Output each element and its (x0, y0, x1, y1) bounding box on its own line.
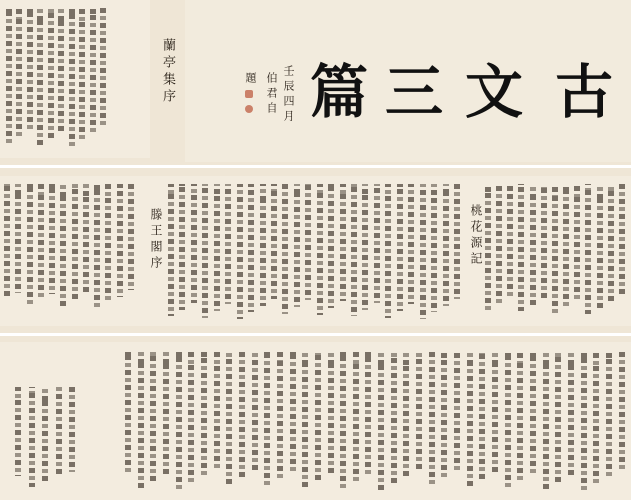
seal (245, 105, 253, 113)
calligraphy-column (606, 352, 612, 478)
scroll-bottom (0, 336, 631, 500)
calligraphy-column (264, 352, 270, 488)
label-taohua: 桃花源記 (469, 204, 483, 268)
calligraphy-column (79, 8, 85, 141)
calligraphy-column (568, 352, 574, 477)
calligraphy-column (485, 184, 491, 310)
calligraphy-column (530, 184, 536, 305)
calligraphy-column (226, 352, 232, 486)
calligraphy-column (15, 184, 21, 293)
calligraphy-column (340, 352, 346, 491)
calligraphy-column (555, 352, 561, 484)
calligraphy-column (94, 184, 100, 309)
calligraphy-column (225, 184, 231, 304)
label-lanting: 蘭亭集序 (160, 38, 175, 106)
calligraphy-column (328, 184, 334, 308)
calligraphy-column (191, 184, 197, 303)
calligraphy-column (479, 352, 485, 481)
calligraphy-column (16, 8, 22, 138)
inscription-author: 伯君自 (265, 72, 278, 117)
inscription-ti: 題 (244, 72, 257, 87)
calligraphy-column (125, 352, 131, 475)
calligraphy-column (239, 352, 245, 479)
calligraphy-column (90, 8, 96, 134)
calligraphy-column (619, 184, 625, 295)
calligraphy-column (201, 352, 207, 478)
calligraphy-column (4, 184, 10, 299)
calligraphy-columns (6, 8, 106, 148)
calligraphy-column (29, 387, 35, 487)
calligraphy-column (365, 352, 371, 477)
calligraphy-column (42, 387, 48, 482)
calligraphy-column (117, 184, 123, 297)
title-char: 文 (465, 58, 524, 126)
calligraphy-column (408, 184, 414, 304)
inscription-date: 壬辰四月 (282, 65, 295, 125)
calligraphy-column (416, 352, 422, 471)
lanting-text-panel (0, 0, 150, 158)
calligraphy-column (505, 352, 511, 489)
label-tengwang: 滕王閣序 (149, 208, 163, 272)
calligraphy-column (608, 184, 614, 301)
calligraphy-column (6, 8, 12, 145)
seal (245, 90, 253, 98)
calligraphy-column (441, 352, 447, 479)
calligraphy-column (581, 352, 587, 492)
calligraphy-columns (15, 387, 75, 487)
calligraphy-column (530, 352, 536, 475)
calligraphy-columns (168, 184, 460, 319)
calligraphy-column (290, 352, 296, 474)
calligraphy-column (252, 352, 258, 472)
calligraphy-column (237, 184, 243, 319)
calligraphy-column (543, 352, 549, 491)
calligraphy-column (574, 184, 580, 300)
calligraphy-column (420, 184, 426, 319)
calligraphy-column (260, 184, 266, 306)
calligraphy-column (282, 184, 288, 314)
calligraphy-column (454, 184, 460, 299)
calligraphy-column (374, 184, 380, 303)
title-char: 古 (555, 58, 614, 126)
calligraphy-column (179, 184, 185, 310)
calligraphy-column (362, 184, 368, 310)
calligraphy-column (128, 184, 134, 290)
calligraphy-column (150, 352, 156, 484)
calligraphy-column (619, 352, 625, 471)
calligraphy-column (585, 184, 591, 314)
calligraphy-column (403, 352, 409, 478)
calligraphy-column (294, 184, 300, 307)
calligraphy-column (431, 184, 437, 312)
calligraphy-column (467, 352, 473, 488)
calligraphy-column (214, 352, 220, 471)
calligraphy-column (214, 184, 220, 311)
calligraphy-column (48, 8, 54, 140)
calligraphy-column (277, 352, 283, 481)
calligraphy-column (27, 184, 33, 307)
calligraphy-column (69, 8, 75, 148)
calligraphy-columns (485, 184, 625, 314)
calligraphy-column (353, 352, 359, 484)
calligraphy-column (305, 184, 311, 300)
title-char: 三 (385, 58, 444, 126)
calligraphy-column (340, 184, 346, 301)
calligraphy-column (105, 184, 111, 303)
calligraphy-columns (125, 352, 625, 492)
calligraphy-column (83, 184, 89, 295)
calligraphy-column (58, 8, 64, 133)
calligraphy-column (138, 352, 144, 491)
text-panel (0, 342, 631, 500)
calligraphy-column (429, 352, 435, 486)
calligraphy-column (385, 184, 391, 318)
calligraphy-column (496, 184, 502, 304)
calligraphy-column (315, 352, 321, 482)
calligraphy-column (15, 387, 21, 476)
title-panel (185, 0, 631, 162)
calligraphy-column (552, 184, 558, 313)
title-char: 篇 (310, 58, 369, 126)
calligraphy-column (507, 184, 513, 297)
calligraphy-column (563, 184, 569, 306)
calligraphy-column (100, 8, 106, 127)
calligraphy-column (72, 184, 78, 302)
calligraphy-column (492, 352, 498, 474)
calligraphy-column (56, 387, 62, 477)
calligraphy-column (37, 8, 43, 147)
calligraphy-column (518, 184, 524, 311)
calligraphy-column (328, 352, 334, 475)
calligraphy-column (49, 184, 55, 294)
calligraphy-column (597, 184, 603, 308)
scroll-middle (0, 168, 631, 333)
calligraphy-column (60, 184, 66, 308)
calligraphy-column (248, 184, 254, 312)
calligraphy-column (271, 184, 277, 299)
calligraphy-column (317, 184, 323, 315)
calligraphy-column (351, 184, 357, 316)
calligraphy-columns (4, 184, 134, 309)
calligraphy-column (176, 352, 182, 492)
calligraphy-column (188, 352, 194, 485)
calligraphy-column (38, 184, 44, 300)
calligraphy-column (202, 184, 208, 318)
calligraphy-column (541, 184, 547, 298)
calligraphy-column (302, 352, 308, 489)
calligraphy-column (163, 352, 169, 477)
calligraphy-column (69, 387, 75, 472)
calligraphy-column (27, 8, 33, 131)
text-panel (0, 176, 631, 326)
calligraphy-column (391, 352, 397, 485)
calligraphy-column (454, 352, 460, 472)
calligraphy-column (168, 184, 174, 316)
calligraphy-column (378, 352, 384, 492)
calligraphy-column (443, 184, 449, 306)
calligraphy-column (593, 352, 599, 485)
scroll-top (0, 0, 631, 165)
calligraphy-column (397, 184, 403, 311)
calligraphy-column (517, 352, 523, 482)
